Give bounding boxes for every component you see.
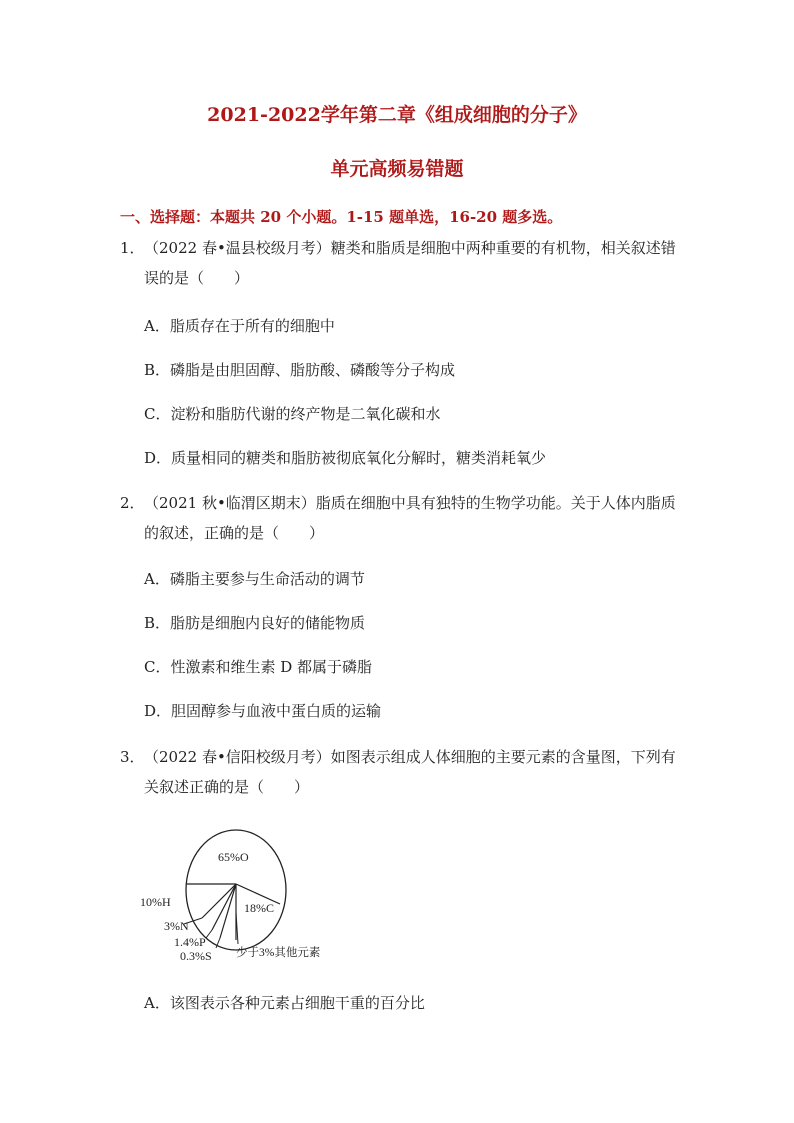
document-subtitle: 单元高频易错题 xyxy=(330,158,464,180)
document-title: 2021-2022学年第二章《组成细胞的分子》 xyxy=(207,104,587,126)
question-number: 2． xyxy=(120,494,145,512)
question-2-option-b: B．脂肪是细胞内良好的储能物质 xyxy=(144,614,366,632)
question-3-stem xyxy=(120,742,680,802)
question-1-option-c: C．淀粉和脂肪代谢的终产物是二氧化碳和水 xyxy=(144,405,441,423)
leader-p xyxy=(206,930,212,938)
question-2-option-a: A．磷脂主要参与生命活动的调节 xyxy=(144,570,365,588)
question-1-stem xyxy=(120,233,680,293)
label-o: 65%O xyxy=(218,850,249,864)
question-number: 1． xyxy=(120,239,145,257)
label-s: 0.3%S xyxy=(180,949,212,963)
question-2-option-c: C．性激素和维生素 D 都属于磷脂 xyxy=(144,658,373,676)
question-text: （2022 春•温县校级月考）糖类和脂质是细胞中两种重要的有机物，相关叙述错误的是（ ） xyxy=(144,239,676,287)
element-content-pie-figure xyxy=(140,826,321,966)
label-p: 1.4%P xyxy=(174,935,206,949)
label-other: 少于3%其他元素 xyxy=(236,947,321,959)
question-3-option-a: A．该图表示各种元素占细胞干重的百分比 xyxy=(144,994,425,1012)
question-text: （2021 秋•临渭区期末）脂质在细胞中具有独特的生物学功能。关于人体内脂质的叙述，正确的是（ ） xyxy=(144,494,676,542)
question-number: 3． xyxy=(120,748,145,766)
label-c: 18%C xyxy=(244,901,274,915)
question-2-option-d: D．胆固醇参与血液中蛋白质的运输 xyxy=(144,702,382,720)
question-text: （2022 春•信阳校级月考）如图表示组成人体细胞的主要元素的含量图，下列有关叙述正确的是（ ） xyxy=(144,748,676,796)
label-h: 10%H xyxy=(140,895,171,909)
question-1-option-d: D．质量相同的糖类和脂肪被彻底氧化分解时，糖类消耗氧少 xyxy=(144,449,547,467)
label-n: 3%N xyxy=(164,919,189,933)
question-2-stem xyxy=(120,488,680,548)
question-1-option-a: A．脂质存在于所有的细胞中 xyxy=(144,317,335,335)
section-heading: 一、选择题：本题共 20 个小题。1-15 题单选，16-20 题多选。 xyxy=(120,208,563,226)
question-1-option-b: B．磷脂是由胆固醇、脂肪酸、磷酸等分子构成 xyxy=(144,361,456,379)
